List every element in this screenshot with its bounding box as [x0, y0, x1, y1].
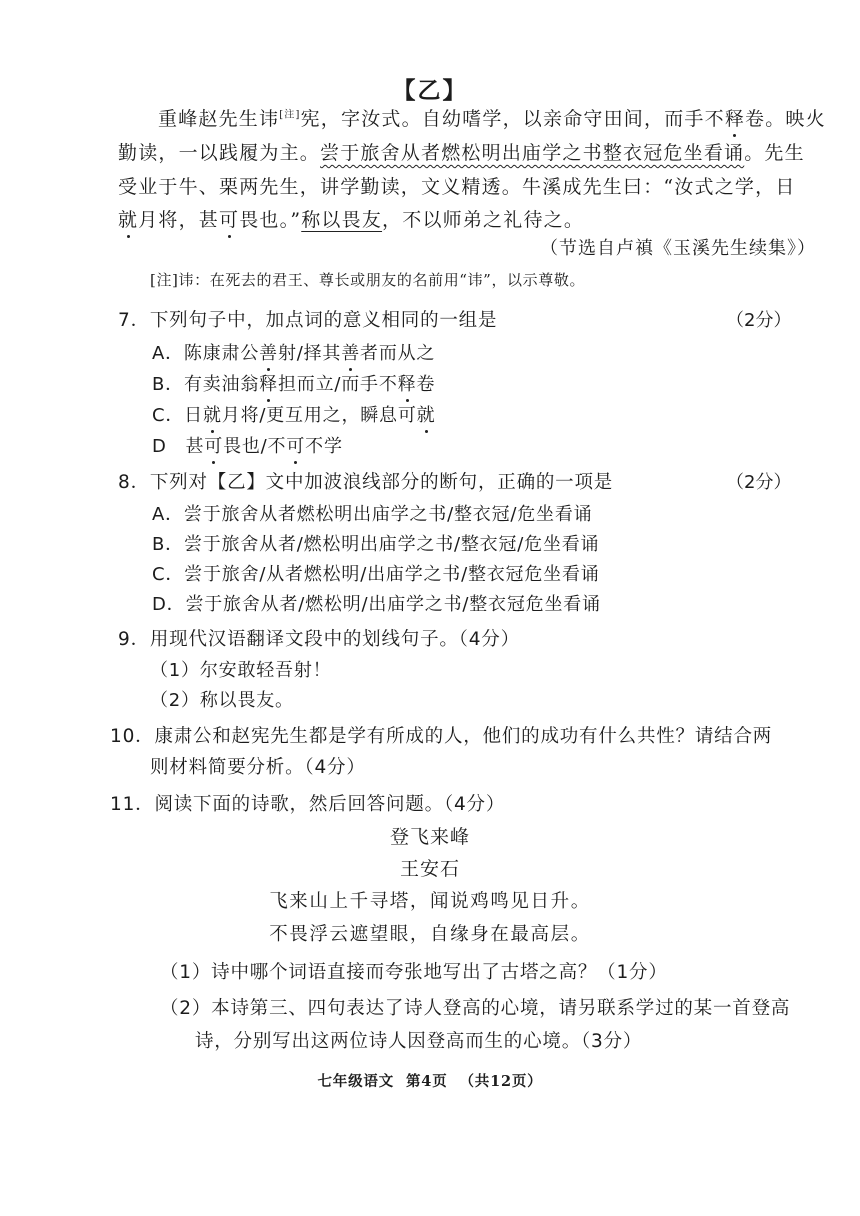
question-9-item-2: （2）称以畏友。 [150, 690, 294, 711]
option-text: A．陈康肃公 [152, 343, 260, 364]
poem-author: 王安石 [399, 858, 460, 880]
question-7-option-b [152, 370, 435, 396]
passage-text: 卷。映火 [745, 108, 826, 130]
option-text: D 甚 [152, 436, 205, 457]
poem-line-2: 不畏浮云遮望眼，自缘身在最高层。 [269, 924, 591, 945]
option-text: 者而从之 [360, 343, 436, 364]
passage-line-1 [158, 104, 826, 131]
passage-line-3: 受业于牛、栗两先生，讲学勤读，文义精透。牛溪成先生曰：“汝式之学，日 [118, 176, 796, 198]
footer-subject: 七年级语文 [317, 1073, 394, 1090]
passage-text: 重峰赵先生讳 [158, 108, 280, 130]
underlined-sentence: 称以畏友 [301, 209, 383, 231]
footer-total-pages: （共12页） [459, 1073, 543, 1090]
note-marker: [注] [279, 109, 301, 121]
question-11-sub-2-line-1: （2）本诗第三、四句表达了诗人登高的心境，请另联系学过的某一首登高 [160, 998, 791, 1019]
passage-line-2 [118, 138, 805, 165]
option-text: B．有卖油翁 [152, 374, 260, 395]
dotted-word: 就 [118, 209, 139, 231]
question-7-score: （2分） [726, 310, 792, 331]
option-text: 担而立/而手不 [277, 374, 398, 395]
passage-text: 月将，甚 [138, 209, 220, 231]
question-11-stem: 11．阅读下面的诗歌，然后回答问题。（4分） [110, 794, 506, 815]
dotted-word: 可 [286, 436, 306, 457]
passage-text: 。先生 [744, 142, 805, 164]
wavy-underlined-sentence: 尝于旅舍从者燃松明出庙学之书整衣冠危坐看诵 [320, 142, 745, 164]
dotted-word: 就 [202, 405, 222, 426]
dotted-word: 善 [341, 343, 361, 364]
question-8-option-a: A．尝于旅舍从者燃松明出庙学之书/整衣冠/危坐看诵 [152, 504, 593, 525]
page-footer [0, 1070, 860, 1091]
option-text: 畏也/不 [223, 436, 287, 457]
question-8-option-b: B．尝于旅舍从者/燃松明出庙学之书/整衣冠/危坐看诵 [152, 534, 600, 555]
option-text: C．日 [152, 405, 203, 426]
passage-text: ，不以师弟之礼待之。 [382, 209, 585, 231]
option-text: 月将/更互用之，瞬息可 [221, 405, 417, 426]
dotted-word: 善 [259, 343, 278, 364]
option-text: 卷 [416, 374, 436, 395]
question-8-score: （2分） [726, 472, 792, 493]
dotted-word: 可 [204, 436, 224, 457]
dotted-word: 释 [259, 374, 278, 395]
poem-line-1: 飞来山上千寻塔，闻说鸡鸣见日升。 [269, 891, 591, 912]
question-7-option-d [152, 432, 343, 458]
annotation-note: [注]讳：在死去的君王、尊长或朋友的名前用“讳”，以示尊敬。 [150, 271, 586, 289]
question-9-item-1: （1）尔安敢轻吾射！ [150, 660, 332, 681]
dotted-word: 释 [397, 374, 417, 395]
dotted-word: 释 [724, 108, 746, 130]
poem-title: 登飞来峰 [389, 826, 470, 848]
option-text: 不学 [305, 436, 343, 457]
passage-text: 畏也。” [239, 209, 302, 231]
question-10-line-1: 10．康肃公和赵宪先生都是学有所成的人，他们的成功有什么共性？请结合两 [110, 726, 773, 747]
dotted-word: 就 [416, 405, 436, 426]
question-11-sub-1: （1）诗中哪个词语直接而夸张地写出了古塔之高？（1分） [160, 962, 668, 983]
question-7-stem: 7．下列句子中，加点词的意义相同的一组是 [118, 310, 498, 331]
option-text: 射/择其 [277, 343, 342, 364]
question-7-option-c [152, 401, 435, 427]
question-10-line-2: 则材料简要分析。（4分） [150, 757, 366, 778]
question-8-stem: 8．下列对【乙】文中加波浪线部分的断句，正确的一项是 [118, 472, 614, 493]
question-8-option-d: D．尝于旅舍从者/燃松明/出庙学之书/整衣冠危坐看诵 [152, 594, 601, 615]
passage-text: 宪，字汝式。自幼嗜学，以亲命守田间，而手不 [300, 108, 725, 130]
question-11-sub-2-line-2: 诗，分别写出这两位诗人因登高而生的心境。（3分） [195, 1031, 643, 1052]
question-8-option-c: C．尝于旅舍/从者燃松明/出庙学之书/整衣冠危坐看诵 [152, 564, 600, 585]
question-9-stem: 9．用现代汉语翻译文段中的划线句子。（4分） [118, 629, 520, 650]
passage-text: 勤读，一以践履为主。 [118, 142, 321, 164]
dotted-word: 可 [219, 209, 240, 231]
section-title: 【乙】 [392, 77, 468, 104]
question-7-option-a [152, 339, 435, 365]
source-citation: （节选自卢禛《玉溪先生续集》） [540, 238, 816, 259]
footer-page-number: 第4页 [406, 1073, 448, 1090]
passage-line-4 [118, 205, 584, 232]
